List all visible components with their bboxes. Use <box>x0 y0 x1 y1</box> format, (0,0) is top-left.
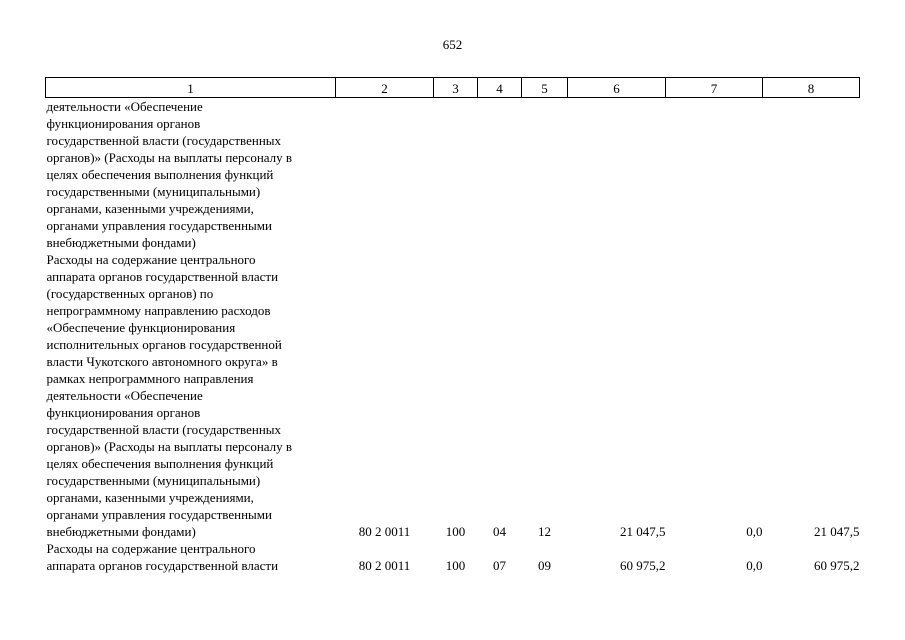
row-description <box>46 98 336 252</box>
header-col-3: 3 <box>434 78 478 98</box>
row-rz: 07 <box>493 558 506 573</box>
row-description-line: органами, казенными учреждениями, <box>46 201 254 216</box>
header-col-2: 2 <box>336 78 434 98</box>
header-col-8: 8 <box>763 78 860 98</box>
row-vr: 100 <box>445 524 466 539</box>
row-description-line: целях обеспечения выполнения функций <box>46 456 274 471</box>
row-description-line: государственными (муниципальными) <box>46 184 261 199</box>
header-col-5: 5 <box>522 78 568 98</box>
header-row <box>46 78 860 98</box>
row-csr <box>336 98 434 252</box>
row-description-line: аппарата органов государственной власти <box>46 558 279 573</box>
row-csr: 80 2 0011 <box>358 558 411 573</box>
row-description-line: Расходы на содержание центрального <box>46 252 256 267</box>
row-description-line: аппарата органов государственной власти <box>46 269 279 284</box>
row-value-7 <box>666 98 763 252</box>
table-row <box>46 98 860 252</box>
row-description-line: Расходы на содержание центрального <box>46 541 256 556</box>
row-value-6: 60 975,2 <box>620 558 666 573</box>
row-description-line: функционирования органов <box>46 405 201 420</box>
header-col-4: 4 <box>478 78 522 98</box>
row-description-line: государственной власти (государственных <box>46 422 282 437</box>
row-description-line: функционирования органов <box>46 116 201 131</box>
row-value-7: 0,0 <box>746 524 763 539</box>
row-pr <box>522 98 568 252</box>
row-description-line: целях обеспечения выполнения функций <box>46 167 274 182</box>
row-csr: 80 2 0011 <box>358 524 411 539</box>
row-value-6 <box>568 98 666 252</box>
row-description-line: органами управления государственными <box>46 218 272 233</box>
row-vr: 100 <box>445 558 466 573</box>
row-description-line: органами управления государственными <box>46 507 272 522</box>
row-description-line: внебюджетными фондами) <box>46 235 196 250</box>
header-col-6: 6 <box>568 78 666 98</box>
table-row <box>46 251 860 540</box>
row-value-7: 0,0 <box>746 558 763 573</box>
row-value-8: 21 047,5 <box>814 524 860 539</box>
header-col-1: 1 <box>46 78 336 98</box>
row-value-6: 21 047,5 <box>620 524 666 539</box>
table-body <box>46 98 860 575</box>
row-description-line: деятельности «Обеспечение <box>46 388 203 403</box>
row-description-line: власти Чукотского автономного округа» в <box>46 354 278 369</box>
row-description <box>46 540 336 574</box>
row-description-line: органов)» (Расходы на выплаты персоналу в <box>46 439 293 454</box>
table-header <box>46 78 860 98</box>
row-description-line: (государственных органов) по <box>46 286 214 301</box>
row-description-line: деятельности «Обеспечение <box>46 99 203 114</box>
table-row <box>46 540 860 574</box>
row-description-line: внебюджетными фондами) <box>46 524 196 539</box>
row-description <box>46 251 336 540</box>
row-description-line: исполнительных органов государственной <box>46 337 282 352</box>
row-rz <box>478 98 522 252</box>
row-vr <box>434 98 478 252</box>
budget-table <box>45 77 860 574</box>
row-description-line: органов)» (Расходы на выплаты персоналу в <box>46 150 293 165</box>
row-description-line: органами, казенными учреждениями, <box>46 490 254 505</box>
row-pr: 09 <box>538 558 551 573</box>
row-pr: 12 <box>538 524 551 539</box>
page-number: 652 <box>442 37 463 52</box>
row-value-8 <box>763 98 860 252</box>
row-value-8: 60 975,2 <box>814 558 860 573</box>
header-col-7: 7 <box>666 78 763 98</box>
row-rz: 04 <box>493 524 506 539</box>
row-description-line: государственной власти (государственных <box>46 133 282 148</box>
row-description-line: государственными (муниципальными) <box>46 473 261 488</box>
row-description-line: «Обеспечение функционирования <box>46 320 236 335</box>
row-description-line: непрограммному направлению расходов <box>46 303 271 318</box>
row-description-line: рамках непрограммного направления <box>46 371 254 386</box>
